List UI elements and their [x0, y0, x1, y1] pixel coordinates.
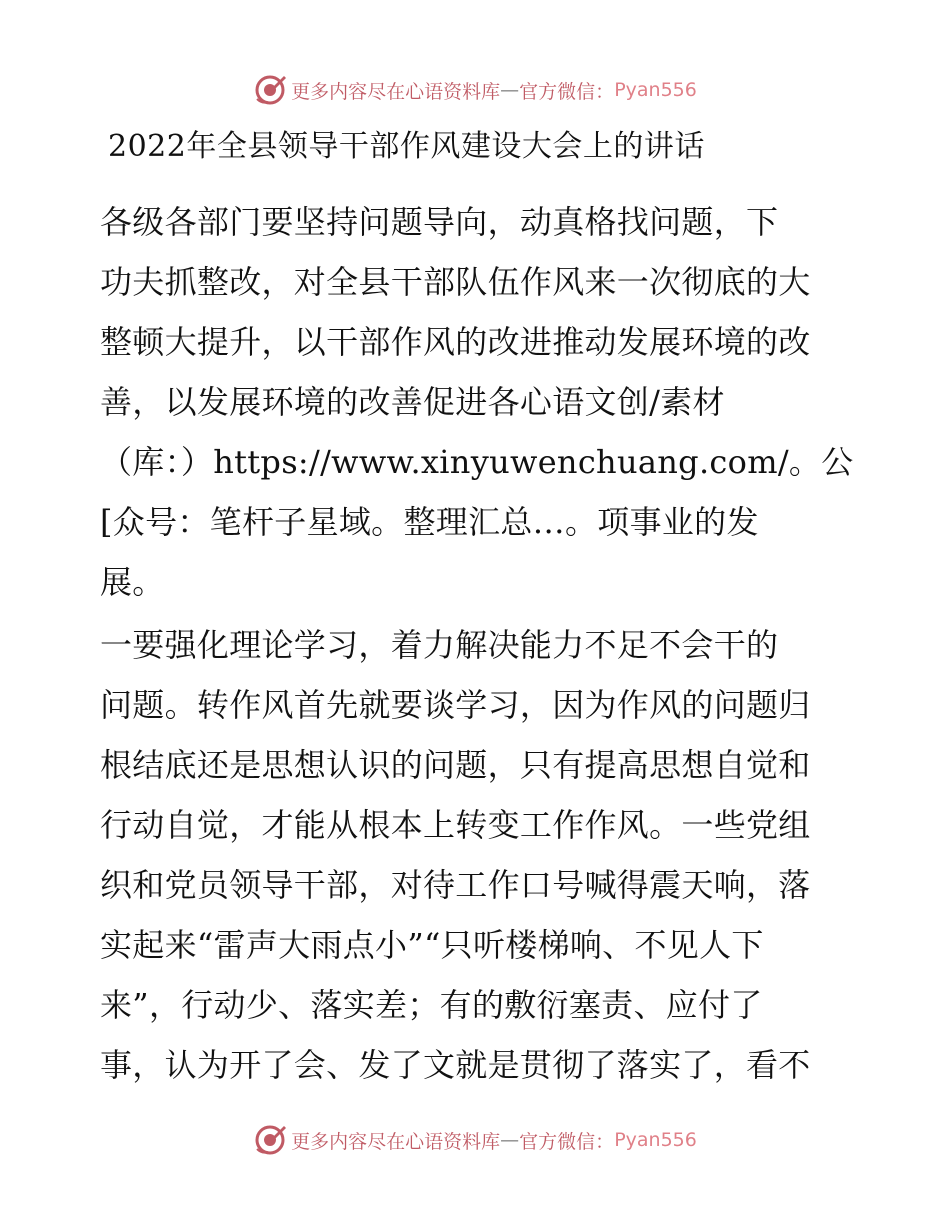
logo-icon	[253, 1123, 287, 1157]
logo-icon	[253, 73, 287, 107]
banner-wechat-id: Pyan556	[614, 1129, 697, 1151]
banner-dash: —	[500, 79, 520, 101]
banner-official-label: 官方微信：	[519, 1130, 615, 1153]
banner-dash: —	[500, 1129, 520, 1151]
banner-text: 更多内容尽在心语资料库	[291, 80, 501, 103]
paragraph-1: 各级各部门要坚持问题导向，动真格找问题，下 功夫抓整改，对全县干部队伍作风来一次彻底的大 整顿大提升，以干部作风的改进推动发展环境的改 善，以发展环境的改善促进各心语文创/素材 （库：）https://www.xinyuwenchuang.com/。公 [众号：笔杆子星域。整理汇总…。项事业的发 展。	[100, 203, 854, 601]
banner-text: 更多内容尽在心语资料库	[291, 1130, 501, 1153]
footer-watermark-banner	[0, 1120, 950, 1160]
banner-official-label: 官方微信：	[519, 80, 615, 103]
banner-wechat-id: Pyan556	[614, 79, 697, 101]
header-watermark-banner	[0, 70, 950, 110]
paragraph-2: 一要强化理论学习，着力解决能力不足不会干的 问题。转作风首先就要谈学习，因为作风的问题归 根结底还是思想认识的问题，只有提高思想自觉和 行动自觉，才能从根本上转变工作作风。一些党组 织和党员领导干部，对待工作口号喊得震天响，落 实起来“雷声大雨点小”“只听楼梯响、不见人下 来”，行动少、落实差；有的敷衍塞责、应付了 事，认为开了会、发了文就是贯彻了落实了，看不	[100, 626, 811, 1084]
document-title: 2022年全县领导干部作风建设大会上的讲话	[108, 129, 705, 164]
